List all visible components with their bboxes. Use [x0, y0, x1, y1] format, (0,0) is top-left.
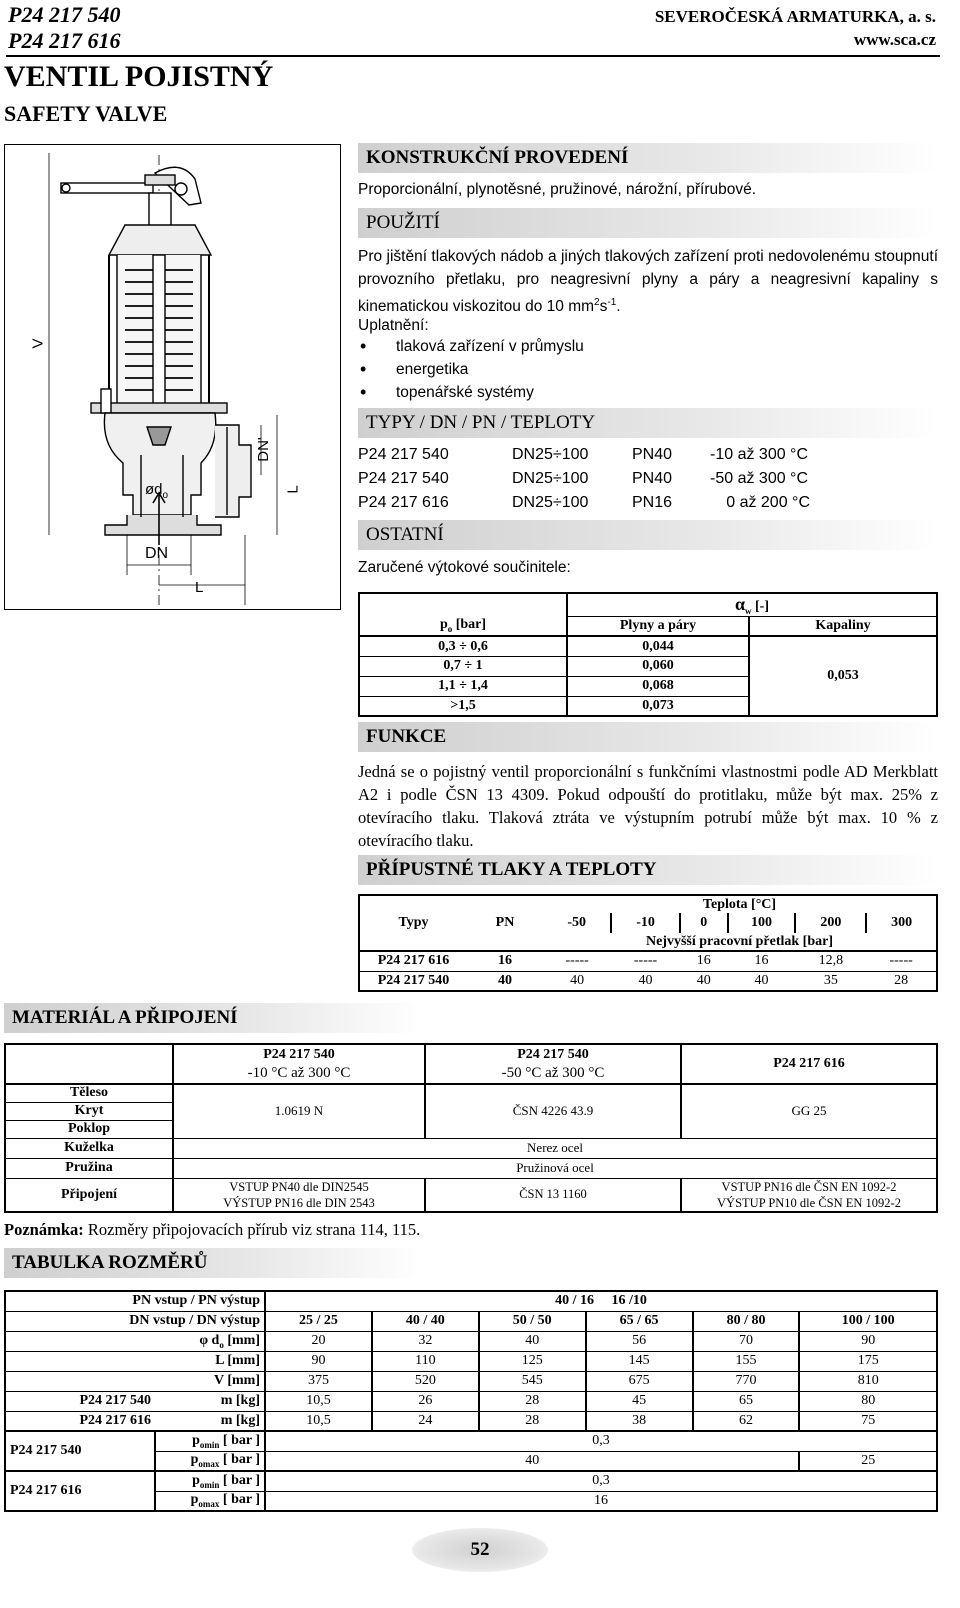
typy-row-2-pn: PN40: [632, 470, 673, 487]
typy-row-3-type: P24 217 616: [358, 494, 449, 511]
pt-row-1-v3: 16: [696, 953, 711, 969]
mat-empty-cell: [5, 1044, 173, 1084]
uplatneni-item-1: • tlaková zařízení v průmyslu: [358, 335, 758, 358]
pt-col-pn: PN: [495, 915, 515, 930]
dim-label-l-right: L: [284, 485, 302, 494]
mat-pripojeni-c3b: VÝSTUP PN10 dle ČSN EN 1092-2: [717, 1195, 901, 1210]
dim-pg540-pmax-a: 40: [265, 1451, 799, 1471]
dim-pn-label: PN vstup / PN výstup: [5, 1291, 265, 1311]
coef-col-p-text: p: [439, 617, 448, 633]
dim-label-v: V: [29, 338, 47, 349]
dim-row-m540-v6: 80: [861, 1393, 876, 1408]
dim-pg540-pomin-sub: omin: [199, 1439, 220, 1450]
dim-row-v-v3: 545: [479, 1371, 586, 1391]
dim-dn-4: 65 / 65: [586, 1311, 693, 1331]
mat-part-teleso: Těleso: [5, 1084, 173, 1102]
mat-kuzelka-value: Nerez ocel: [527, 1140, 583, 1155]
mat-pripojeni-c1b: VÝSTUP PN16 dle DIN 2543: [223, 1195, 375, 1210]
dim-row-m616-type: P24 217 616: [79, 1412, 151, 1428]
section-tlaky-heading: PŘÍPUSTNÉ TLAKY A TEPLOTY: [358, 855, 938, 885]
pouziti-sup2: -1: [607, 297, 617, 308]
mat-part-pruzina: Pružina: [5, 1158, 173, 1178]
section-konstrukce-heading: KONSTRUKČNÍ PROVEDENÍ: [358, 143, 938, 173]
coef-alpha-header: [567, 593, 937, 616]
pouziti-text-s: s: [599, 298, 608, 316]
coef-table: [358, 592, 938, 717]
dim-row-d0-v4: 56: [586, 1331, 693, 1351]
dim-row-d0-type: [5, 1331, 155, 1351]
page-number: 52: [412, 1528, 548, 1572]
dim-label-d0-sub: o: [162, 490, 169, 501]
coef-liquid-value: 0,053: [827, 668, 859, 684]
mat-col2-title: P24 217 540: [517, 1046, 589, 1062]
dim-row-d0-label: [155, 1331, 265, 1351]
coef-row-1-p: 0,3 ÷ 0,6: [359, 636, 567, 656]
pt-row-1-v1: -----: [565, 953, 589, 969]
mat-body-c1: 1.0619 N: [173, 1084, 425, 1138]
dim-row-v-type: [5, 1371, 155, 1391]
dim-row-d0-v1: 20: [265, 1331, 372, 1351]
mat-part-poklop: Poklop: [5, 1120, 173, 1138]
pt-row-1-v2: -----: [633, 953, 658, 969]
dim-pg616-pomax-unit: [ bar ]: [219, 1492, 260, 1508]
company-website[interactable]: www.sca.cz: [853, 30, 936, 49]
dim-row-m540-v5: 65: [693, 1391, 800, 1411]
dim-row-m616-v5: 62: [693, 1411, 800, 1431]
dim-row-m540-v3: 28: [479, 1391, 586, 1411]
mat-col1-sub: -10 °C až 300 °C: [247, 1064, 351, 1081]
pt-row-2-v3: 40: [696, 972, 711, 988]
dim-row-v-v1: 375: [265, 1371, 372, 1391]
pt-row-2-v2: 40: [638, 972, 653, 988]
pt-row-2-type: P24 217 540: [377, 972, 450, 988]
mat-col1-header: [173, 1044, 425, 1084]
mat-pripojeni-c1a: VSTUP PN40 dle DIN2545: [229, 1179, 369, 1194]
dim-pg616-pmin: 0,3: [592, 1473, 610, 1489]
coef-row-3-p: 1,1 ÷ 1,4: [359, 676, 567, 696]
dim-row-d0-v2: 32: [372, 1331, 479, 1351]
dim-pn-values: 40 / 16 16 /10: [555, 1293, 647, 1309]
valve-drawing: [4, 144, 341, 610]
pt-teplota-header: Teplota [°C]: [702, 896, 777, 912]
section-funkce-heading: FUNKCE: [358, 722, 938, 752]
dim-row-v-v6: 810: [857, 1373, 879, 1388]
pt-temp-2: -10: [611, 913, 679, 933]
valve-section-drawing: [5, 145, 342, 611]
company-name: SEVEROČESKÁ ARMATURKA, a. s.: [654, 7, 936, 26]
section-typy-heading: TYPY / DN / PN / TEPLOTY: [358, 408, 938, 438]
coef-row-4-p: >1,5: [359, 696, 567, 716]
coef-alpha-unit: [-]: [751, 599, 770, 614]
dim-label-dn: DN: [145, 545, 169, 562]
pt-row-2-v6: 28: [894, 972, 909, 988]
typy-list: [358, 443, 938, 515]
uplatneni-list: [358, 335, 758, 404]
dim-pg540-pomax-label: [155, 1451, 265, 1471]
product-code-2: P24 217 616: [8, 28, 121, 53]
pt-temp-5: 200: [795, 913, 866, 933]
dim-dn-5: 80 / 80: [693, 1311, 800, 1331]
dim-row-l-v6: 175: [857, 1353, 879, 1368]
dim-row-d0-v5: 70: [693, 1331, 800, 1351]
pt-temp-6: 300: [891, 915, 913, 930]
pt-row-2-pn: 40: [498, 972, 512, 988]
dim-row-m616-v3: 28: [479, 1411, 586, 1431]
dim-row-l-v3: 125: [479, 1351, 586, 1371]
dim-row-m540-v2: 26: [372, 1391, 479, 1411]
dim-row-d0-label-text: φ d: [199, 1332, 220, 1348]
dim-row-l-type: [5, 1351, 155, 1371]
dim-pg616-pomin-label: [155, 1471, 265, 1491]
mat-pripojeni-c3a: VSTUP PN16 dle ČSN EN 1092-2: [721, 1179, 897, 1194]
dim-row-m616-v2: 24: [372, 1411, 479, 1431]
dim-label-dn-prime: DN': [254, 437, 272, 462]
funkce-text: Jedná se o pojistný ventil proporcionální s funkčními vlastnostmi podle AD Merkblatt A2 i podle ČSN 13 4309. Pokud odpouští do protitlaku, může být max. 25% z otevíracího tlaku. Tlaková ztráta ve výstupním potrubí může být max. 10 % z otevíracího tlaku.: [358, 762, 938, 850]
header-rule: [6, 55, 940, 57]
coef-col-p-sub: o: [447, 624, 453, 635]
pt-temp-1: -50: [543, 913, 611, 933]
typy-row-3-temp: 0 až 200 °C: [726, 494, 810, 511]
pt-temp-4: 100: [728, 913, 796, 933]
dim-row-m540-v4: 45: [586, 1391, 693, 1411]
dim-row-v-v2: 520: [372, 1371, 479, 1391]
mat-body-c3: GG 25: [791, 1103, 827, 1119]
pouziti-sup1: 2: [594, 297, 600, 308]
dim-label-d0-text: ød: [145, 481, 163, 498]
pouziti-text-end: .: [616, 298, 621, 316]
typy-row-1: [358, 443, 938, 467]
dim-row-d0-label-unit: [mm]: [223, 1332, 260, 1348]
dim-dn-label: DN vstup / DN výstup: [5, 1311, 265, 1331]
dim-row-l-v4: 145: [586, 1351, 693, 1371]
pt-temp-3: 0: [680, 913, 728, 933]
typy-row-2-type: P24 217 540: [358, 470, 449, 487]
pt-row-1-v6: -----: [889, 953, 913, 969]
typy-row-2-temp: -50 až 300 °C: [710, 470, 809, 487]
section-rozmery-heading: TABULKA ROZMĚRŮ: [4, 1248, 424, 1278]
dim-row-l-v1: 90: [265, 1351, 372, 1371]
dim-row-v-label: V [mm]: [155, 1371, 265, 1391]
mat-col2-header: [425, 1044, 681, 1084]
pouziti-text-main: Pro jištění tlakových nádob a jiných tlakových zařízení proti nedovolenému stoupnutí provozního přetlaku, pro neagresivní plyny a páry a neagresivní kapaliny s kinematickou viskozitou do 10 mm: [358, 248, 938, 316]
coef-col-liquid: Kapaliny: [815, 618, 871, 634]
dim-row-m540-v1: 10,5: [265, 1391, 372, 1411]
typy-row-1-temp: -10 až 300 °C: [710, 446, 809, 463]
pt-row-1-type: P24 217 616: [377, 953, 450, 969]
dim-pg540-pomax-p: p: [190, 1452, 199, 1468]
pt-col-type: Typy: [398, 915, 429, 930]
dim-dn-6: 100 / 100: [841, 1313, 895, 1328]
coef-empty-cell: [359, 593, 567, 616]
dimensions-table: [4, 1290, 938, 1512]
section-ostatni-heading: OSTATNÍ: [358, 520, 938, 550]
pt-row-2-v5: 35: [823, 972, 838, 988]
typy-row-1-type: P24 217 540: [358, 446, 449, 463]
mat-col2-sub: -50 °C až 300 °C: [501, 1064, 605, 1081]
mat-col1-title: P24 217 540: [263, 1046, 335, 1062]
product-code-1: P24 217 540: [8, 2, 121, 27]
mat-part-kryt: Kryt: [5, 1102, 173, 1120]
dim-dn-2: 40 / 40: [372, 1311, 479, 1331]
dim-row-m540-label: m [kg]: [155, 1391, 265, 1411]
typy-row-1-pn: PN40: [632, 446, 673, 463]
dim-dn-1: 25 / 25: [265, 1311, 372, 1331]
pressure-temp-table: [358, 894, 938, 992]
page-title: VENTIL POJISTNÝ: [4, 60, 274, 93]
pt-row-1-v4: 16: [754, 953, 769, 969]
page-subtitle: SAFETY VALVE: [4, 101, 168, 126]
dim-pg616-pomax-p: p: [190, 1492, 199, 1508]
mat-part-pripojeni: Připojení: [5, 1178, 173, 1212]
dim-pg540-pomin-unit: [ bar ]: [219, 1432, 260, 1448]
mat-part-kuzelka: Kuželka: [5, 1138, 173, 1158]
pt-row-2-v1: 40: [570, 972, 585, 988]
dim-pg540-pomax-sub: omax: [198, 1459, 220, 1470]
pt-row-2-v4: 40: [754, 972, 769, 988]
dim-row-m616-v4: 38: [586, 1411, 693, 1431]
mat-pripojeni-c1: [173, 1178, 425, 1212]
coef-col-p-unit: [bar]: [452, 617, 487, 633]
note: [4, 1218, 420, 1241]
typy-row-3: [358, 491, 938, 515]
coef-alpha-sub: w: [745, 605, 752, 616]
dim-row-d0-v6: 90: [861, 1333, 876, 1348]
konstrukce-text: Proporcionální, plynotěsné, pružinové, nárožní, přírubové.: [358, 181, 757, 198]
ostatni-text: Zaručené výtokové součinitele:: [358, 559, 571, 576]
dim-row-l-v5: 155: [693, 1351, 800, 1371]
mat-pruzina-value: Pružinová ocel: [516, 1160, 594, 1175]
coef-col-gas: Plyny a páry: [567, 616, 749, 636]
coef-row-1-gas: 0,044: [567, 636, 749, 656]
coef-alpha: α: [734, 594, 746, 614]
pt-row-1-v5: 12,8: [818, 953, 844, 969]
material-table: [4, 1043, 938, 1213]
dim-pg616-pomin-sub: omin: [199, 1479, 220, 1490]
dim-label-l-bottom: L: [195, 579, 204, 596]
dim-pg540-pmin: 0,3: [592, 1433, 610, 1449]
note-text: Rozměry připojovacích přírub viz strana 114, 115.: [83, 1220, 421, 1239]
coef-col-p: [359, 616, 567, 636]
dim-label-d0: [145, 481, 168, 501]
mat-pripojeni-c2: ČSN 13 1160: [425, 1178, 681, 1212]
dim-row-m540-type: P24 217 540: [79, 1393, 151, 1408]
dim-pg616-pomin-unit: [ bar ]: [219, 1472, 260, 1488]
dim-row-l-label: L [mm]: [155, 1351, 265, 1371]
note-label: Poznámka:: [4, 1220, 84, 1239]
mat-body-c2: ČSN 4226 43.9: [425, 1084, 681, 1138]
dim-pg540-pmax-b: 25: [861, 1452, 876, 1468]
uplatneni-label: Uplatnění:: [358, 317, 429, 334]
section-pouziti-heading: POUŽITÍ: [358, 208, 938, 238]
dim-pg616-pomax-label: [155, 1491, 265, 1511]
pouziti-text: [358, 245, 938, 318]
uplatneni-item-2: • energetika: [358, 358, 758, 381]
typy-row-1-dn: DN25÷100: [512, 446, 589, 463]
typy-row-3-dn: DN25÷100: [512, 494, 589, 511]
uplatneni-item-3: • topenářské systémy: [358, 381, 758, 404]
mat-pripojeni-c3: [681, 1178, 937, 1212]
dim-row-v-v4: 675: [586, 1371, 693, 1391]
dim-row-d0-label-sub: o: [219, 1339, 224, 1350]
dim-pg540-pomin-label: [155, 1431, 265, 1451]
coef-row-3-gas: 0,068: [567, 676, 749, 696]
dim-row-d0-v3: 40: [479, 1331, 586, 1351]
dim-pg616-pomin-p: p: [192, 1472, 200, 1488]
dim-pg540-pomax-unit: [ bar ]: [219, 1452, 260, 1468]
typy-row-3-pn: PN16: [632, 494, 673, 511]
dim-pg616-pomax-sub: omax: [198, 1499, 220, 1510]
dim-dn-3: 50 / 50: [479, 1311, 586, 1331]
typy-row-2-dn: DN25÷100: [512, 470, 589, 487]
dim-row-m616-label: m [kg]: [155, 1411, 265, 1431]
coef-row-2-gas: 0,060: [567, 656, 749, 676]
dim-pg616-pmax: 16: [594, 1492, 608, 1508]
section-material-heading: MATERIÁL A PŘIPOJENÍ: [4, 1003, 424, 1033]
pt-row-1-pn: 16: [498, 953, 512, 969]
pt-max-pressure: Nejvyšší pracovní přetlak [bar]: [645, 933, 834, 949]
dim-pg540-pomin-p: p: [192, 1432, 200, 1448]
dim-pg540-type: P24 217 540: [5, 1431, 155, 1471]
dim-row-m616-v6: 75: [861, 1412, 876, 1428]
dim-row-m616-v1: 10,5: [265, 1411, 372, 1431]
dim-pg616-type: P24 217 616: [5, 1471, 155, 1511]
mat-col3-header: P24 217 616: [773, 1056, 845, 1071]
dim-row-l-v2: 110: [372, 1351, 479, 1371]
coef-row-2-p: 0,7 ÷ 1: [359, 656, 567, 676]
typy-row-2: [358, 467, 938, 491]
dim-row-v-v5: 770: [693, 1371, 800, 1391]
coef-row-4-gas: 0,073: [567, 696, 749, 716]
